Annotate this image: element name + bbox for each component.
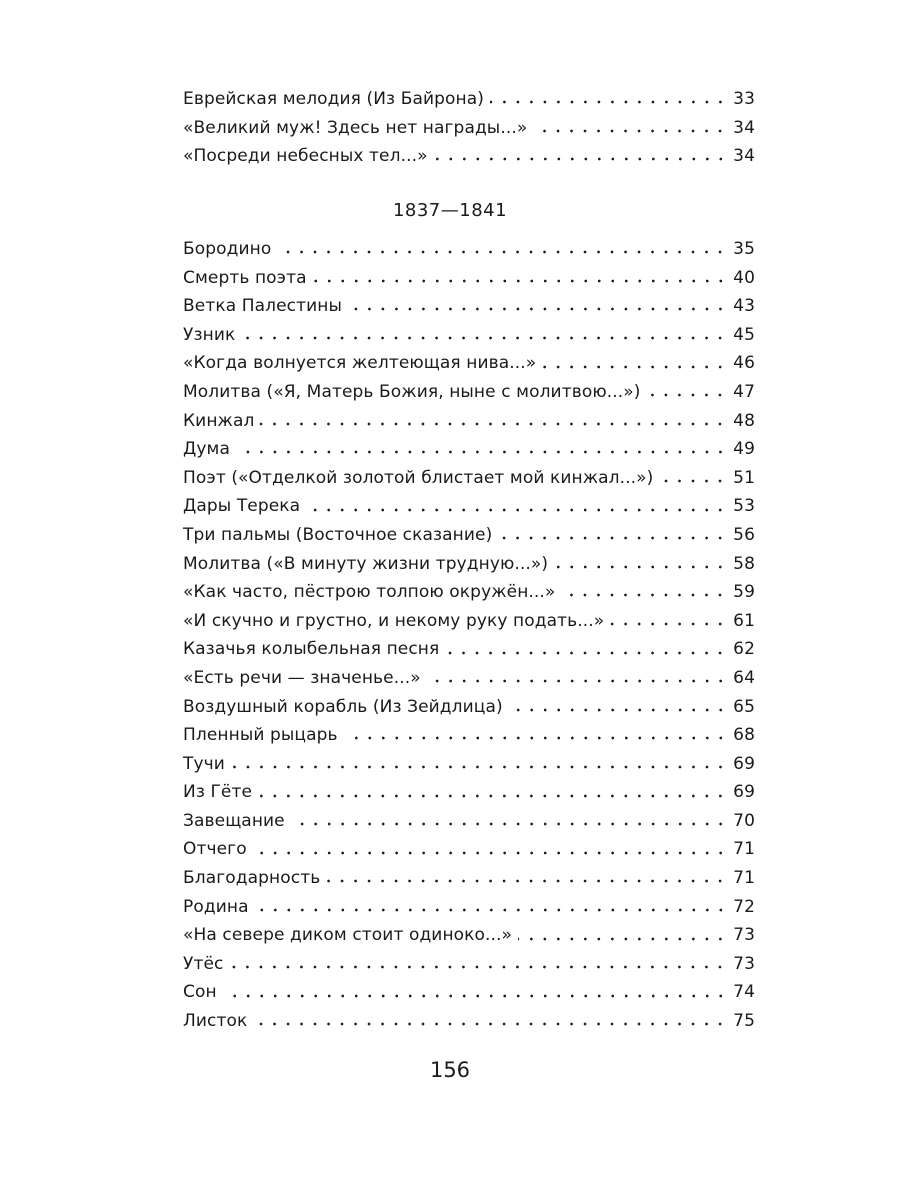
toc-entry — [183, 778, 755, 807]
dot-leader — [490, 92, 727, 112]
toc-entry-page: 45 — [733, 324, 755, 345]
toc-entry-title: Дума — [183, 439, 230, 460]
toc-entry-page: 61 — [733, 610, 755, 631]
toc-entry-title: Казачья колыбельная песня — [183, 639, 440, 660]
toc-entry-page: 71 — [733, 868, 755, 889]
dot-leader — [434, 149, 728, 169]
toc-entry-page: 40 — [733, 267, 755, 288]
toc-entry — [183, 1007, 755, 1036]
toc-entry-title: «Есть речи — значенье...» — [183, 667, 421, 688]
dot-leader — [231, 757, 727, 777]
toc-entry-title: «Как часто, пёстрою толпою окружён...» — [183, 582, 556, 603]
dot-leader — [313, 271, 728, 291]
toc-entry-page: 75 — [733, 1011, 755, 1032]
toc-entry — [183, 578, 755, 607]
section-heading: 1837—1841 — [392, 200, 508, 221]
toc-entry-title: Бородино — [183, 239, 272, 259]
dot-leader — [659, 471, 727, 491]
toc-entry-page: 73 — [733, 925, 755, 946]
toc-entry-page: 46 — [733, 353, 755, 374]
toc-entry — [183, 921, 755, 950]
toc-entry-title: Ветка Палестины — [183, 296, 342, 317]
toc-entry-page: 62 — [733, 639, 755, 660]
toc-entry — [183, 893, 755, 922]
dot-leader — [258, 786, 727, 806]
toc-entry-title: Еврейская мелодия (Из Байрона) — [183, 89, 484, 109]
toc-entry-page: 71 — [733, 839, 755, 860]
toc-entry — [183, 321, 755, 350]
toc-entry-page: 48 — [733, 410, 755, 431]
toc-entry — [183, 721, 755, 750]
toc-entry — [183, 114, 755, 143]
dot-leader — [533, 121, 727, 141]
dot-leader — [554, 557, 727, 577]
toc-list-1837-1841 — [183, 235, 755, 1036]
toc-entry-page: 35 — [733, 239, 755, 259]
dot-leader — [348, 299, 727, 319]
toc-entry-page: 68 — [733, 725, 755, 746]
toc-entry-page: 34 — [733, 117, 755, 138]
toc-entry-page: 58 — [733, 553, 755, 574]
toc-entry-page: 56 — [733, 524, 755, 545]
toc-entry-title: Кинжал — [183, 410, 255, 431]
toc-entry — [183, 607, 755, 636]
toc-entry-page: 47 — [733, 381, 755, 402]
toc-entry — [183, 950, 755, 979]
toc-entry — [183, 435, 755, 464]
dot-leader — [344, 728, 728, 748]
toc-entry-page: 65 — [733, 696, 755, 717]
dot-leader — [277, 242, 727, 262]
toc-entry-page: 69 — [733, 753, 755, 774]
dot-leader — [561, 585, 727, 605]
toc-entry-page: 33 — [733, 89, 755, 109]
toc-entry-title: Завещание — [183, 810, 285, 831]
dot-leader — [241, 328, 727, 348]
dot-leader — [542, 357, 727, 377]
toc-entry — [183, 693, 755, 722]
toc-entry-title: Листок — [183, 1011, 248, 1032]
dot-leader — [326, 871, 727, 891]
toc-entry-page: 73 — [733, 953, 755, 974]
toc-entry-page: 49 — [733, 439, 755, 460]
toc-entry-page: 70 — [733, 810, 755, 831]
page-number: 156 — [429, 1058, 471, 1082]
toc-entry-title: Молитва («В минуту жизни трудную...») — [183, 553, 549, 574]
dot-leader — [255, 900, 728, 920]
toc-entry-title: «Посреди небесных тел...» — [183, 146, 428, 167]
dot-leader — [253, 843, 727, 863]
toc-entry-title: Тучи — [183, 753, 225, 774]
dot-leader — [518, 929, 727, 949]
toc-entry — [183, 835, 755, 864]
dot-leader — [445, 643, 727, 663]
dot-leader — [253, 1014, 727, 1034]
toc-entry-title: Три пальмы (Восточное сказание) — [183, 524, 493, 545]
dot-leader — [427, 671, 727, 691]
toc-entry — [183, 464, 755, 493]
toc-entry-title: «Великий муж! Здесь нет награды...» — [183, 117, 528, 138]
toc-entry — [183, 264, 755, 293]
toc-entry-title: Утёс — [183, 953, 224, 974]
toc-entry-page: 72 — [733, 896, 755, 917]
toc-entry — [183, 378, 755, 407]
toc-entry-page: 34 — [733, 146, 755, 167]
toc-entry — [183, 635, 755, 664]
dot-leader — [223, 986, 727, 1006]
toc-entry — [183, 349, 755, 378]
dot-leader — [236, 442, 727, 462]
dot-leader — [610, 614, 727, 634]
toc-entry — [183, 235, 755, 264]
toc-entry-title: Родина — [183, 896, 249, 917]
toc-entry-title: «Когда волнуется желтеющая нива...» — [183, 353, 537, 374]
dot-leader — [646, 385, 727, 405]
toc-entry-page: 69 — [733, 782, 755, 803]
dot-leader — [260, 414, 727, 434]
toc-entry — [183, 142, 755, 171]
dot-leader — [498, 528, 727, 548]
toc-entry — [183, 407, 755, 436]
dot-leader — [509, 700, 727, 720]
toc-entry-title: Отчего — [183, 839, 247, 860]
toc-entry-title: Узник — [183, 324, 236, 345]
toc-entry-title: Молитва («Я, Матерь Божия, ныне с молитвою...») — [183, 381, 641, 402]
toc-entry — [183, 292, 755, 321]
toc-entry-page: 59 — [733, 582, 755, 603]
toc-list-previous-section — [183, 85, 755, 171]
toc-entry — [183, 521, 755, 550]
toc-entry — [183, 978, 755, 1007]
toc-entry-page: 74 — [733, 982, 755, 1003]
toc-entry-title: Из Гёте — [183, 782, 253, 803]
dot-leader — [291, 814, 727, 834]
toc-entry-title: Поэт («Отделкой золотой блистает мой кинжал...») — [183, 467, 654, 488]
toc-entry — [183, 664, 755, 693]
toc-entry — [183, 85, 755, 114]
toc-entry — [183, 807, 755, 836]
toc-entry — [183, 550, 755, 579]
toc-entry-title: «И скучно и грустно, и некому руку подать...» — [183, 610, 605, 631]
toc-entry-title: Дары Терека — [183, 496, 301, 517]
dot-leader — [229, 957, 727, 977]
toc-entry-page: 43 — [733, 296, 755, 317]
toc-entry-title: Сон — [183, 982, 217, 1003]
toc-entry-title: Благодарность — [183, 868, 321, 889]
toc-entry — [183, 750, 755, 779]
toc-entry-title: Воздушный корабль (Из Зейдлица) — [183, 696, 503, 717]
toc-entry-page: 53 — [733, 496, 755, 517]
toc-entry — [183, 492, 755, 521]
toc-entry-page: 64 — [733, 667, 755, 688]
toc-entry-title: «На севере диком стоит одиноко...» — [183, 925, 513, 946]
toc-entry-page: 51 — [733, 467, 755, 488]
toc-entry — [183, 864, 755, 893]
toc-entry-title: Смерть поэта — [183, 267, 307, 288]
dot-leader — [306, 500, 727, 520]
toc-entry-title: Пленный рыцарь — [183, 725, 338, 746]
